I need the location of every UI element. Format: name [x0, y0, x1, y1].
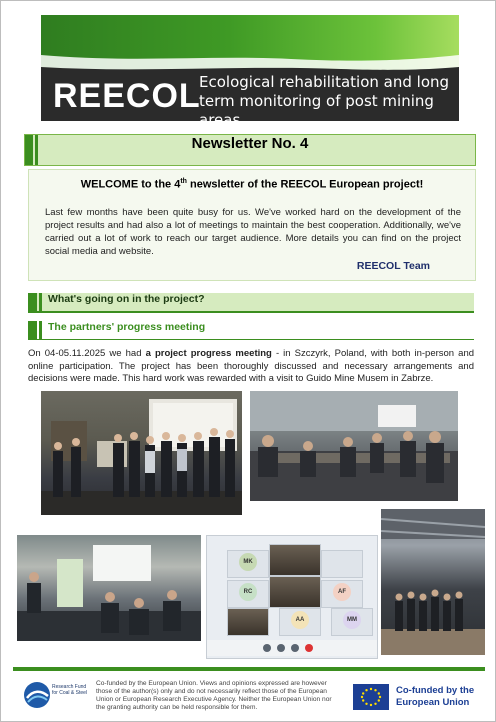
mine-museum-illustration — [381, 509, 485, 655]
call-tile — [279, 608, 321, 636]
research-fund-logo — [23, 680, 91, 714]
call-tile — [227, 550, 269, 578]
meeting-text-pre: On 04-05.11.2025 we had — [28, 348, 146, 359]
welcome-box — [28, 169, 476, 281]
section-accent-thin — [39, 321, 42, 339]
meeting-text-bold: a project progress meeting — [145, 348, 272, 359]
photo-presentation — [17, 535, 201, 641]
call-tile — [227, 580, 269, 608]
online-meeting-screenshot — [206, 535, 378, 659]
newsletter-title-bar — [24, 134, 476, 166]
footer-disclaimer: Co-funded by the European Union. Views and opinions expressed are however those of the author(s) only and do not necessarily reflect those of the European Union or European Research Executive Agency. Neither the European Union nor the granting authority can be held responsible for them. — [96, 680, 332, 711]
welcome-signature: REECOL Team — [356, 260, 430, 272]
meeting-paragraph — [28, 348, 474, 386]
section-accent — [28, 321, 37, 339]
group-photo-illustration — [41, 391, 242, 515]
eu-stars-icon — [353, 684, 389, 710]
welcome-heading-pre: WELCOME to the 4 — [80, 178, 181, 191]
presentation-photo-illustration — [17, 535, 201, 641]
call-tile-camera — [269, 576, 321, 608]
call-tile-camera — [227, 608, 269, 636]
welcome-heading-post: newsletter of the REECOL European project! — [186, 178, 424, 191]
banner-tagline: Ecological rehabilitation and long term monitoring of post mining areas — [199, 73, 450, 129]
participant-avatar: MK — [239, 553, 257, 571]
section-whats-going-on — [28, 293, 474, 313]
section-accent — [28, 293, 37, 311]
call-tile — [321, 550, 363, 578]
section-accent-thin — [39, 293, 42, 311]
newsletter-title: Newsletter No. 4 — [191, 135, 309, 152]
call-tile — [331, 608, 373, 636]
participant-avatar: RC — [239, 583, 257, 601]
participant-avatar: MM — [343, 611, 361, 629]
research-fund-label: Research Fund for Coal & Steel — [52, 684, 88, 696]
research-fund-icon — [23, 680, 51, 710]
group-photo-meeting-room — [41, 391, 242, 515]
conference-photo-illustration — [250, 391, 458, 501]
footer-rule — [13, 667, 485, 671]
participant-avatar: AF — [333, 583, 351, 601]
call-tile — [321, 580, 363, 608]
call-controls-bar — [207, 640, 377, 656]
section-partners-meeting — [28, 321, 474, 340]
header-banner — [41, 15, 459, 129]
reecol-logo: REECOL — [53, 77, 201, 115]
section-title: The partners' progress meeting — [48, 321, 206, 333]
eu-flag-icon — [353, 684, 389, 710]
welcome-heading-sup: th — [180, 178, 187, 185]
welcome-heading — [29, 178, 475, 191]
photo-conference-table — [250, 391, 458, 501]
eu-cofunded-label: Co-funded by the European Union — [396, 685, 475, 708]
section-title: What's going on in the project? — [48, 293, 205, 305]
welcome-body: Last few months have been quite busy for us. We've worked hard on the development of the project results and had also a lot of meetings to maintain the best cooperation. Additionally, we've carried out a lot of work to reach our target audience. More details you can find on the project social media and website. — [45, 207, 461, 257]
meeting-text-post: - in Szczyrk, Poland, with both in-person and online participation. The project has been thoroughly discussed and necessary arrangements and decisions were made. This hard work was rewarded with a visit to Guido Mine Musem in Zabrze. — [28, 348, 475, 384]
call-tile-camera — [269, 544, 321, 576]
participant-avatar: AA — [291, 611, 309, 629]
photo-mine-museum — [381, 509, 485, 655]
